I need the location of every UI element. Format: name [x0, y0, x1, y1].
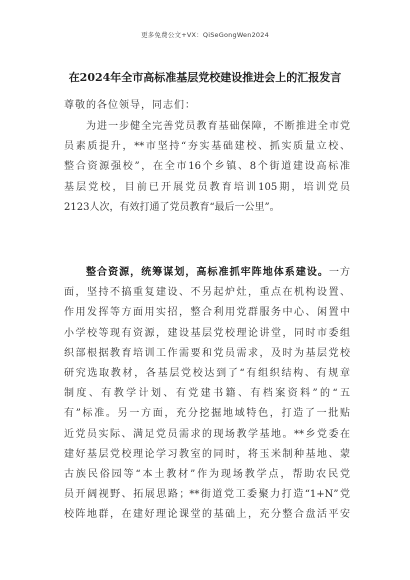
- paragraph-line: 古族民俗园等“本土教材”作为现场教学点，帮助农民党: [64, 468, 350, 480]
- salutation: 尊敬的各位领导，同志们：: [64, 100, 196, 111]
- paragraph-line: 织部根据教育培训工作需要和党员需求，及时为基层党校: [64, 347, 350, 359]
- paragraph-2: [64, 263, 350, 525]
- paragraph-line: 员素质提升，**市坚持“夯实基础建校、抓实质量立校、: [64, 141, 350, 153]
- paragraph-line: 2123人次，有效打通了党员教育“最后一公里”。: [64, 201, 280, 213]
- paragraph-line: 有”标准。另一方面，充分挖掘地域特色，打造了一批贴: [64, 408, 350, 420]
- paragraph-line: 校阵地群，在建好理论课堂的基础上，充分整合盘活平安: [64, 509, 350, 521]
- paragraph-line: 作用发挥等方面用实招，整合利用党群服务中心、闲置中: [64, 307, 350, 319]
- paragraph-line: 面，坚持不搞重复建设、不另起炉灶，重点在机构设置、: [64, 287, 350, 299]
- document-title: 在2024年全市高标准基层党校建设推进会上的汇报发言: [68, 71, 342, 84]
- paragraph-line: 近党员实际、满足党员需求的现场教学基地。**乡党委在: [64, 428, 350, 440]
- paragraph-1: [64, 117, 350, 218]
- header-watermark: 更多免费公文+VX：QiSeGongWen2024: [141, 31, 269, 39]
- paragraph-line: 建好基层党校理论学习教室的同时，将玉米制种基地、蒙: [64, 448, 350, 460]
- paragraph-line: 基层党校，目前已开展党员教育培训105期，培训党员: [64, 181, 350, 193]
- paragraph-line: 整合资源强校”，在全市16个乡镇、8个街道建设高标准: [64, 161, 350, 173]
- paragraph-line: 员开阔视野、拓展思路；**街道党工委聚力打造“1+N”党: [64, 489, 350, 501]
- paragraph-line: 小学校等现有资源，建设基层党校理论讲堂，同时市委组: [64, 327, 350, 339]
- paragraph-line: 研究选取教材，各基层党校达到了“有组织结构、有规章: [64, 367, 350, 379]
- paragraph-line: 制度、有教学计划、有党建书籍、有档案资料”的“五: [64, 388, 350, 400]
- paragraph-line: 为进一步健全完善党员教育基础保障，不断推进全市党: [86, 121, 350, 132]
- paragraph-lead-line: [64, 263, 350, 283]
- paragraph-lead-heading: 整合资源，统筹谋划，高标准抓牢阵地体系建设。: [86, 267, 329, 278]
- paragraph-lead-rest: 一方: [328, 267, 351, 278]
